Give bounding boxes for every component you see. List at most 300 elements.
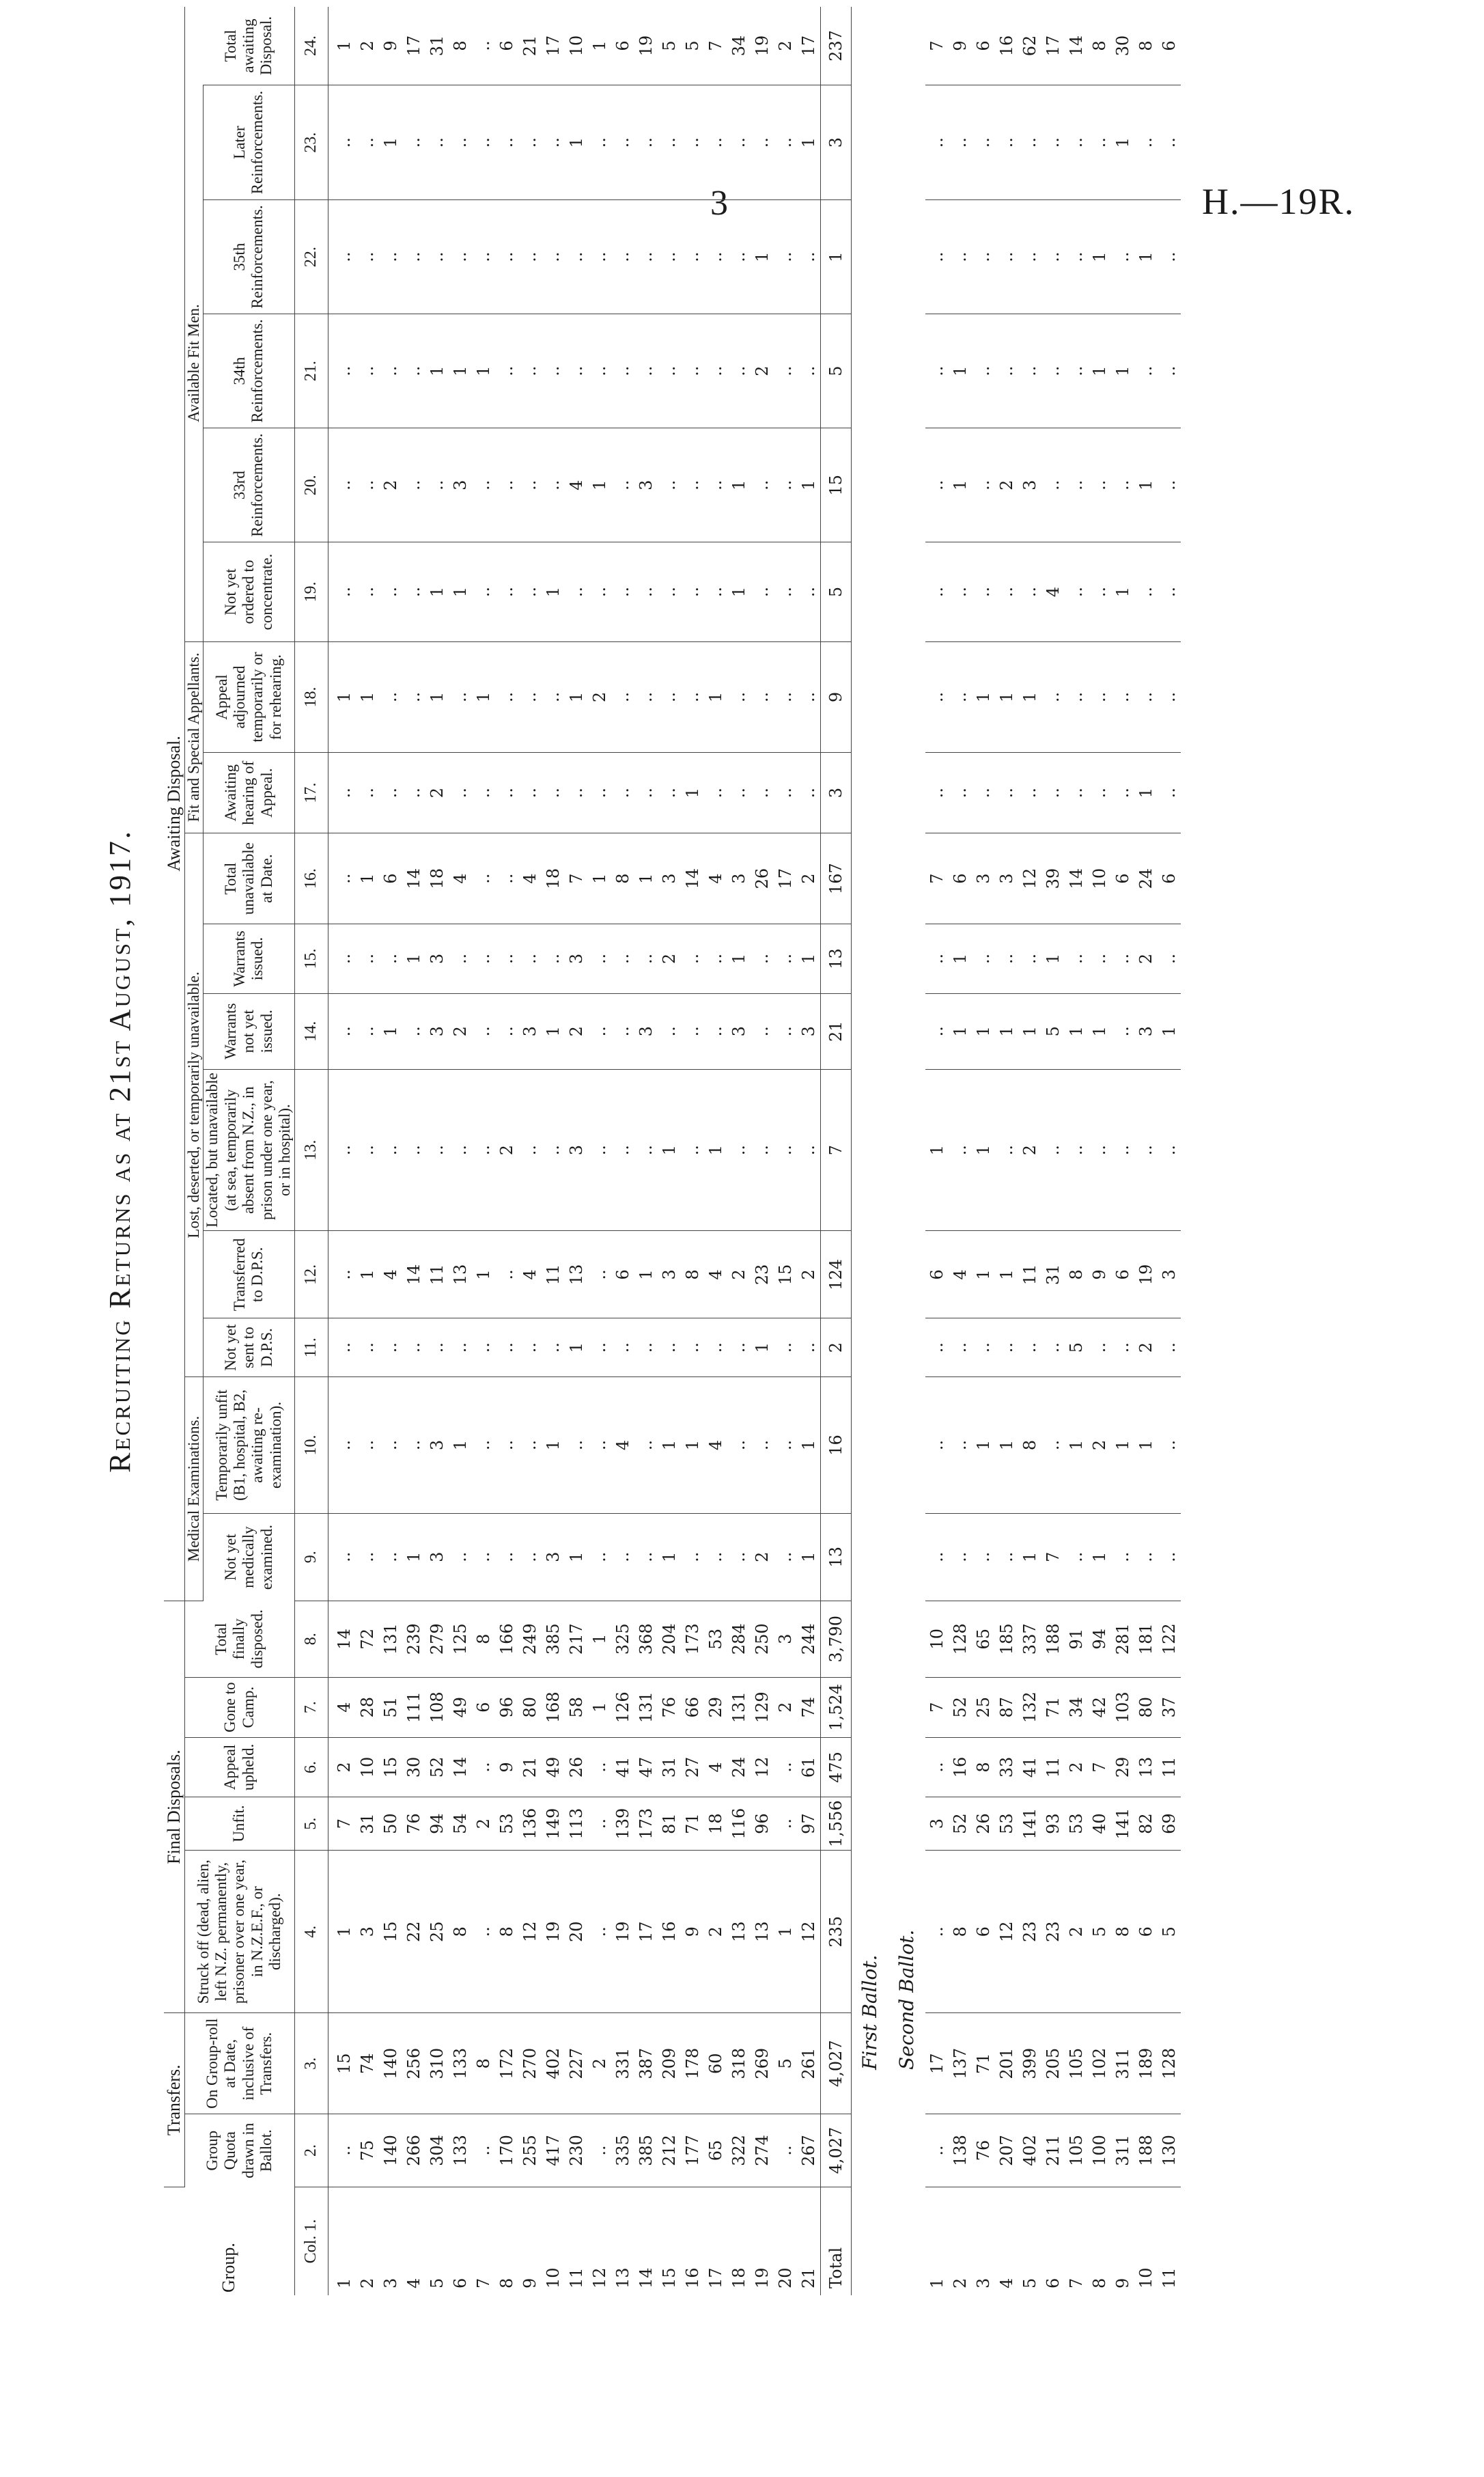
value-cell: .. <box>774 924 797 993</box>
value-cell: 2 <box>1018 1069 1041 1231</box>
value-cell: 20 <box>565 1851 588 2013</box>
group-cell: 16 <box>682 2267 702 2288</box>
value-cell: .. <box>588 2114 611 2187</box>
value-cell: 23 <box>1018 1851 1041 2013</box>
value-cell: .. <box>1041 85 1065 200</box>
value-cell: .. <box>727 753 751 833</box>
value-cell: .. <box>1111 924 1134 993</box>
value-cell: 4 <box>518 1231 542 1318</box>
value-cell: 136 <box>518 1797 542 1851</box>
table-row <box>1018 7 1041 2295</box>
value-cell: 4 <box>565 428 588 542</box>
value-cell: 173 <box>681 1601 704 1677</box>
value-cell: 23 <box>751 1231 774 1318</box>
value-cell: 2 <box>472 1797 495 1851</box>
value-cell: 325 <box>611 1601 634 1677</box>
value-cell: .. <box>1041 200 1065 314</box>
value-cell: 30 <box>402 1737 425 1797</box>
value-cell: 2 <box>774 1677 797 1737</box>
value-cell: 1 <box>588 7 611 85</box>
value-cell: 31 <box>425 7 449 85</box>
total-row <box>820 7 851 2295</box>
value-cell: 24 <box>727 1737 751 1797</box>
value-cell: .. <box>425 200 449 314</box>
rotated-table-area <box>96 7 1359 2295</box>
group-cell: 8 <box>496 2278 516 2288</box>
value-cell: 5 <box>681 7 704 85</box>
value-cell: 2 <box>704 1851 727 2013</box>
value-cell: 1 <box>356 641 379 753</box>
value-cell: 6 <box>472 1677 495 1737</box>
value-cell: .. <box>634 314 658 428</box>
value-cell: 4 <box>518 833 542 924</box>
value-cell: .. <box>402 1318 425 1377</box>
value-cell: .. <box>588 314 611 428</box>
value-cell: 337 <box>1018 1601 1041 1677</box>
value-cell: .. <box>727 1318 751 1377</box>
value-cell: .. <box>1041 314 1065 428</box>
value-cell: 15 <box>379 1851 402 2013</box>
value-cell: .. <box>727 200 751 314</box>
value-cell: .. <box>1158 1318 1181 1377</box>
value-cell: .. <box>797 753 821 833</box>
value-cell: .. <box>751 1069 774 1231</box>
value-cell: 167 <box>820 833 851 924</box>
value-cell: 204 <box>658 1601 681 1677</box>
value-cell: .. <box>356 314 379 428</box>
second-ballot-label-text: Second Ballot. <box>895 1929 919 2070</box>
table-row <box>565 7 588 2295</box>
value-cell: .. <box>797 542 821 641</box>
value-cell: .. <box>634 1513 658 1601</box>
second-ballot-label <box>888 7 925 2295</box>
value-cell: .. <box>542 1069 565 1231</box>
table-row <box>611 7 634 2295</box>
value-cell: .. <box>565 314 588 428</box>
value-cell: .. <box>658 1318 681 1377</box>
value-cell: .. <box>751 641 774 753</box>
value-cell: .. <box>542 753 565 833</box>
value-cell: .. <box>356 1377 379 1514</box>
group-cell: 7 <box>1066 2278 1086 2288</box>
value-cell: 188 <box>1041 1601 1065 1677</box>
value-cell: .. <box>328 924 356 993</box>
table-row <box>949 7 972 2295</box>
value-cell: .. <box>658 542 681 641</box>
value-cell: 31 <box>658 1737 681 1797</box>
table-row <box>658 7 681 2295</box>
value-cell: .. <box>1018 542 1041 641</box>
value-cell: 2 <box>495 1069 518 1231</box>
value-cell: 15 <box>820 428 851 542</box>
value-cell: .. <box>681 314 704 428</box>
value-cell: 4 <box>704 833 727 924</box>
value-cell: .. <box>774 1737 797 1797</box>
value-cell: 96 <box>751 1797 774 1851</box>
value-cell: .. <box>495 1231 518 1318</box>
value-cell: .. <box>774 1377 797 1514</box>
value-cell: 3 <box>658 833 681 924</box>
value-cell: 8 <box>495 1851 518 2013</box>
value-cell: 7 <box>925 1677 949 1737</box>
value-cell: .. <box>949 200 972 314</box>
first-ballot-label <box>851 7 888 2295</box>
value-cell: .. <box>379 753 402 833</box>
value-cell: 239 <box>402 1601 425 1677</box>
value-cell: .. <box>658 85 681 200</box>
table-row <box>472 7 495 2295</box>
column-numbers-row <box>294 7 328 2295</box>
value-cell: 185 <box>995 1601 1018 1677</box>
value-cell: 3 <box>1134 993 1158 1069</box>
value-cell: .. <box>925 1318 949 1377</box>
value-cell: 41 <box>1018 1737 1041 1797</box>
value-cell: .. <box>402 542 425 641</box>
value-cell: 7 <box>1088 1737 1111 1797</box>
value-cell: 267 <box>797 2114 821 2187</box>
value-cell: 2 <box>774 7 797 85</box>
value-cell: .. <box>518 200 542 314</box>
value-cell: 3 <box>995 833 1018 924</box>
value-cell: 23 <box>1041 1851 1065 2013</box>
value-cell: 1 <box>565 85 588 200</box>
value-cell: 13 <box>449 1231 472 1318</box>
header-col-7: Gone to Camp. <box>184 1677 294 1737</box>
value-cell: 311 <box>1111 2114 1134 2187</box>
value-cell: 8 <box>949 1851 972 2013</box>
value-cell: 12 <box>1018 833 1041 924</box>
value-cell: .. <box>949 1513 972 1601</box>
value-cell: .. <box>658 200 681 314</box>
value-cell: .. <box>972 428 995 542</box>
value-cell: .. <box>425 1318 449 1377</box>
value-cell: .. <box>704 200 727 314</box>
value-cell: 96 <box>495 1677 518 1737</box>
group-cell: 8 <box>1089 2278 1109 2288</box>
value-cell: 1 <box>472 314 495 428</box>
value-cell: 141 <box>1111 1797 1134 1851</box>
value-cell: .. <box>356 924 379 993</box>
value-cell: 1 <box>727 542 751 641</box>
value-cell: 18 <box>704 1797 727 1851</box>
value-cell: 5 <box>1065 1318 1088 1377</box>
value-cell: 1 <box>972 1377 995 1514</box>
value-cell: .. <box>425 1069 449 1231</box>
value-cell: .. <box>995 1513 1018 1601</box>
value-cell: 212 <box>658 2114 681 2187</box>
value-cell: 3 <box>727 833 751 924</box>
value-cell: 281 <box>1111 1601 1134 1677</box>
value-cell: 25 <box>425 1851 449 2013</box>
value-cell: .. <box>449 924 472 993</box>
value-cell: 3 <box>356 1851 379 2013</box>
value-cell: 2 <box>1088 1377 1111 1514</box>
value-cell: 49 <box>449 1677 472 1737</box>
value-cell: .. <box>611 85 634 200</box>
value-cell: 235 <box>820 1851 851 2013</box>
value-cell: 385 <box>542 1601 565 1677</box>
value-cell: .. <box>611 542 634 641</box>
value-cell: .. <box>328 1069 356 1231</box>
value-cell: 1 <box>995 993 1018 1069</box>
value-cell: 87 <box>995 1677 1018 1737</box>
value-cell: 205 <box>1041 2013 1065 2114</box>
value-cell: .. <box>634 200 658 314</box>
value-cell: 201 <box>995 2013 1018 2114</box>
value-cell: .. <box>379 542 402 641</box>
value-cell: 2 <box>565 993 588 1069</box>
value-cell: 417 <box>542 2114 565 2187</box>
value-cell: .. <box>402 314 425 428</box>
value-cell: .. <box>1065 542 1088 641</box>
value-cell: 11 <box>1018 1231 1041 1318</box>
value-cell: 14 <box>402 1231 425 1318</box>
value-cell: 1 <box>1134 200 1158 314</box>
value-cell: .. <box>1111 428 1134 542</box>
value-cell: .. <box>972 753 995 833</box>
value-cell: 2 <box>1065 1737 1088 1797</box>
first-ballot-label-text: First Ballot. <box>858 1954 882 2070</box>
value-cell: 1 <box>1134 1377 1158 1514</box>
value-cell: 1 <box>1134 428 1158 542</box>
table-row <box>925 7 949 2295</box>
value-cell: 211 <box>1041 2114 1065 2187</box>
value-cell: 2 <box>658 924 681 993</box>
value-cell: .. <box>1134 314 1158 428</box>
value-cell: 14 <box>681 833 704 924</box>
value-cell: .. <box>356 753 379 833</box>
value-cell: 2 <box>356 7 379 85</box>
value-cell: .. <box>565 200 588 314</box>
value-cell: 2 <box>1134 924 1158 993</box>
value-cell: 266 <box>402 2114 425 2187</box>
value-cell: 39 <box>1041 833 1065 924</box>
value-cell: 138 <box>949 2114 972 2187</box>
value-cell: .. <box>1158 641 1181 753</box>
value-cell: 1 <box>565 1513 588 1601</box>
value-cell: 3 <box>820 85 851 200</box>
value-cell: 12 <box>751 1737 774 1797</box>
value-cell: 14 <box>1065 833 1088 924</box>
value-cell: 177 <box>681 2114 704 2187</box>
value-cell: 19 <box>751 7 774 85</box>
value-cell: 14 <box>449 1737 472 1797</box>
value-cell: 4 <box>379 1231 402 1318</box>
value-cell: 2 <box>820 1318 851 1377</box>
column-number: 9. <box>294 1513 328 1601</box>
value-cell: .. <box>774 641 797 753</box>
value-cell: 255 <box>518 2114 542 2187</box>
value-cell: 131 <box>634 1677 658 1737</box>
value-cell: .. <box>925 641 949 753</box>
report-code: H.—19R. <box>1202 181 1356 222</box>
value-cell: 322 <box>727 2114 751 2187</box>
value-cell: 3 <box>634 428 658 542</box>
value-cell: 13 <box>1134 1737 1158 1797</box>
value-cell: .. <box>1134 641 1158 753</box>
value-cell: 76 <box>972 2114 995 2187</box>
value-cell: .. <box>611 924 634 993</box>
value-cell: 1 <box>588 833 611 924</box>
value-cell: 5 <box>658 7 681 85</box>
value-cell: .. <box>518 85 542 200</box>
value-cell: .. <box>995 753 1018 833</box>
value-cell: .. <box>1158 1377 1181 1514</box>
value-cell: 6 <box>1111 833 1134 924</box>
value-cell: .. <box>565 542 588 641</box>
value-cell: .. <box>1158 85 1181 200</box>
value-cell: 31 <box>1041 1231 1065 1318</box>
table-row <box>588 7 611 2295</box>
group-cell: 10 <box>1136 2267 1156 2288</box>
value-cell: .. <box>1158 924 1181 993</box>
value-cell: .. <box>1134 542 1158 641</box>
document-title: Recruiting Returns as at 21st August, 1917. <box>103 829 137 1473</box>
value-cell: 1 <box>356 833 379 924</box>
table-row <box>1111 7 1134 2295</box>
value-cell: 2 <box>328 1737 356 1797</box>
value-cell: 10 <box>925 1601 949 1677</box>
value-cell: .. <box>495 200 518 314</box>
value-cell: .. <box>727 641 751 753</box>
value-cell: .. <box>681 200 704 314</box>
value-cell: 4 <box>704 1737 727 1797</box>
value-cell: 21 <box>820 993 851 1069</box>
value-cell: .. <box>1158 200 1181 314</box>
header-col-10: Temporarily unfit (B1, hospital, B2, awaiting re-examination). <box>204 1377 294 1514</box>
header-col-19: Not yet ordered to concentrate. <box>204 542 294 641</box>
value-cell: 3 <box>425 993 449 1069</box>
value-cell: .. <box>542 641 565 753</box>
table-row <box>449 7 472 2295</box>
value-cell: .. <box>1018 314 1041 428</box>
value-cell: .. <box>449 1318 472 1377</box>
value-cell: 10 <box>565 7 588 85</box>
value-cell: .. <box>472 1737 495 1797</box>
value-cell: .. <box>449 1069 472 1231</box>
value-cell: 11 <box>1158 1737 1181 1797</box>
value-cell: 1 <box>658 1377 681 1514</box>
value-cell: 13 <box>751 1851 774 2013</box>
value-cell: .. <box>495 85 518 200</box>
group-cell: 1 <box>927 2278 947 2288</box>
value-cell: 40 <box>1088 1797 1111 1851</box>
value-cell: .. <box>542 85 565 200</box>
value-cell: .. <box>449 1513 472 1601</box>
value-cell: 2 <box>588 2013 611 2114</box>
value-cell: .. <box>995 1318 1018 1377</box>
value-cell: 1 <box>972 641 995 753</box>
value-cell: .. <box>542 428 565 542</box>
value-cell: .. <box>972 1318 995 1377</box>
value-cell: 1 <box>565 1318 588 1377</box>
value-cell: .. <box>495 641 518 753</box>
value-cell: 7 <box>925 7 949 85</box>
value-cell: .. <box>727 1377 751 1514</box>
value-cell: 18 <box>425 833 449 924</box>
table-row <box>681 7 704 2295</box>
table-row <box>542 7 565 2295</box>
value-cell: .. <box>751 542 774 641</box>
value-cell: .. <box>472 2114 495 2187</box>
value-cell: .. <box>925 542 949 641</box>
value-cell: 37 <box>1158 1677 1181 1737</box>
value-cell: 8 <box>1134 7 1158 85</box>
column-number: 11. <box>294 1318 328 1377</box>
group-cell: 6 <box>450 2278 470 2288</box>
value-cell: .. <box>774 314 797 428</box>
value-cell: 207 <box>995 2114 1018 2187</box>
value-cell: .. <box>1088 85 1111 200</box>
value-cell: .. <box>588 200 611 314</box>
value-cell: .. <box>518 314 542 428</box>
column-number: 20. <box>294 428 328 542</box>
value-cell: 2 <box>797 833 821 924</box>
value-cell: .. <box>495 428 518 542</box>
value-cell: .. <box>328 1377 356 1514</box>
value-cell: .. <box>1041 1377 1065 1514</box>
value-cell: .. <box>704 314 727 428</box>
group-cell: 21 <box>798 2267 818 2288</box>
value-cell: 5 <box>1158 1851 1181 2013</box>
value-cell: 11 <box>425 1231 449 1318</box>
value-cell: .. <box>495 1513 518 1601</box>
column-number: 21. <box>294 314 328 428</box>
value-cell: .. <box>518 542 542 641</box>
value-cell: 17 <box>797 7 821 85</box>
value-cell: 2 <box>797 1231 821 1318</box>
value-cell: .. <box>1018 200 1041 314</box>
group-cell: 4 <box>996 2278 1016 2288</box>
table-row <box>797 7 821 2295</box>
value-cell: 140 <box>379 2114 402 2187</box>
value-cell: .. <box>681 428 704 542</box>
header-lost-deserted: Lost, deserted, or temporarily unavailable. <box>184 833 203 1376</box>
value-cell: .. <box>518 1513 542 1601</box>
value-cell: .. <box>542 314 565 428</box>
value-cell: .. <box>925 1737 949 1797</box>
value-cell: 71 <box>681 1797 704 1851</box>
value-cell: 170 <box>495 2114 518 2187</box>
table-row <box>1041 7 1065 2295</box>
value-cell: 76 <box>402 1797 425 1851</box>
value-cell: .. <box>1041 641 1065 753</box>
value-cell: .. <box>925 2114 949 2187</box>
value-cell: 1 <box>995 1377 1018 1514</box>
value-cell: 3 <box>449 428 472 542</box>
column-number: 17. <box>294 753 328 833</box>
value-cell: .. <box>328 1513 356 1601</box>
value-cell: .. <box>704 924 727 993</box>
value-cell: 9 <box>949 7 972 85</box>
value-cell: 270 <box>518 2013 542 2114</box>
value-cell: 52 <box>949 1677 972 1737</box>
value-cell: .. <box>1018 924 1041 993</box>
value-cell: 6 <box>972 7 995 85</box>
value-cell: .. <box>797 641 821 753</box>
value-cell: .. <box>1065 428 1088 542</box>
column-number: 13. <box>294 1069 328 1231</box>
value-cell: 1 <box>565 641 588 753</box>
value-cell: .. <box>1088 753 1111 833</box>
value-cell: .. <box>1065 200 1088 314</box>
column-number: 23. <box>294 85 328 200</box>
value-cell: 27 <box>681 1737 704 1797</box>
value-cell: 19 <box>634 7 658 85</box>
value-cell: 9 <box>1088 1231 1111 1318</box>
column-number: 12. <box>294 1231 328 1318</box>
value-cell: 80 <box>1134 1677 1158 1737</box>
